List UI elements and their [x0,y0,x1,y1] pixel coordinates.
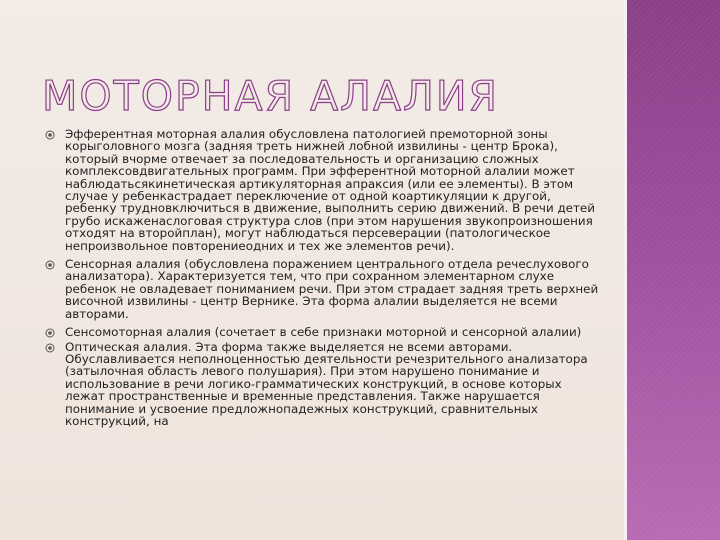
list-item [45,326,605,338]
side-divider-line [624,0,627,540]
list-item [45,258,605,320]
slide-title [40,72,600,118]
side-decorative-panel [624,0,720,540]
bullet-text: Сенсомоторная алалия (сочетает в себе признаки моторной и сенсорной алалии) [65,325,582,340]
circle-bullet-icon [45,260,55,270]
circle-bullet-icon [45,130,55,140]
bullet-list [45,128,605,433]
circle-bullet-icon [45,328,55,338]
bullet-text: Оптическая алалия. Эта форма также выделяется не всеми авторами. Обуславливается неполноценностью деятельности речезрительного анализатора (затылочная область левого полушария). При этом нарушено понимание и использование в речи логико-грамматических конструкций, в основе которых лежат пространственные и временные представления. Также нарушается понимание и усвоение предложнопадежных конструкций, сравнительных конструкций, на [65,339,588,428]
bullet-text: Сенсорная алалия (обусловлена поражением центрального отдела речеслухового анализатора). Характеризуется тем, что при сохранном элементарном слухе ребенок не овладевает пониманием речи. При этом страдает задняя треть верхней височной извилины - центр Вернике. Эта форма алалии выделяется не всеми авторами. [65,257,599,321]
bullet-text: Эфферентная моторная алалия обусловлена патологией премоторной зоны корыголовного мозга (задняя треть нижней лобной извилины - центр Брока), который вчорме отвечает за последовательность и организацию сложных комплексовдвигательных программ. При эфферентной моторной алалии может наблюдатьсякинетическая артикуляторная апраксия (или ее элементы). В этом случае у ребенкастрадает переключение от одной коартикуляции к другой, ребенку трудновключиться в движение, выполнить серию движений. В речи детей грубо искаженаслоговая структура слов (при этом нарушения звукопроизношения отходят на второйплан), могут наблюдаться персеверации (патологическое непроизвольное повторениеодних и тех же элементов речи). [65,127,595,253]
list-item [45,128,605,252]
slide-title-text: МОТОРНАЯ АЛАЛИЯ [42,72,499,118]
list-item [45,341,605,428]
circle-bullet-icon [45,343,55,353]
